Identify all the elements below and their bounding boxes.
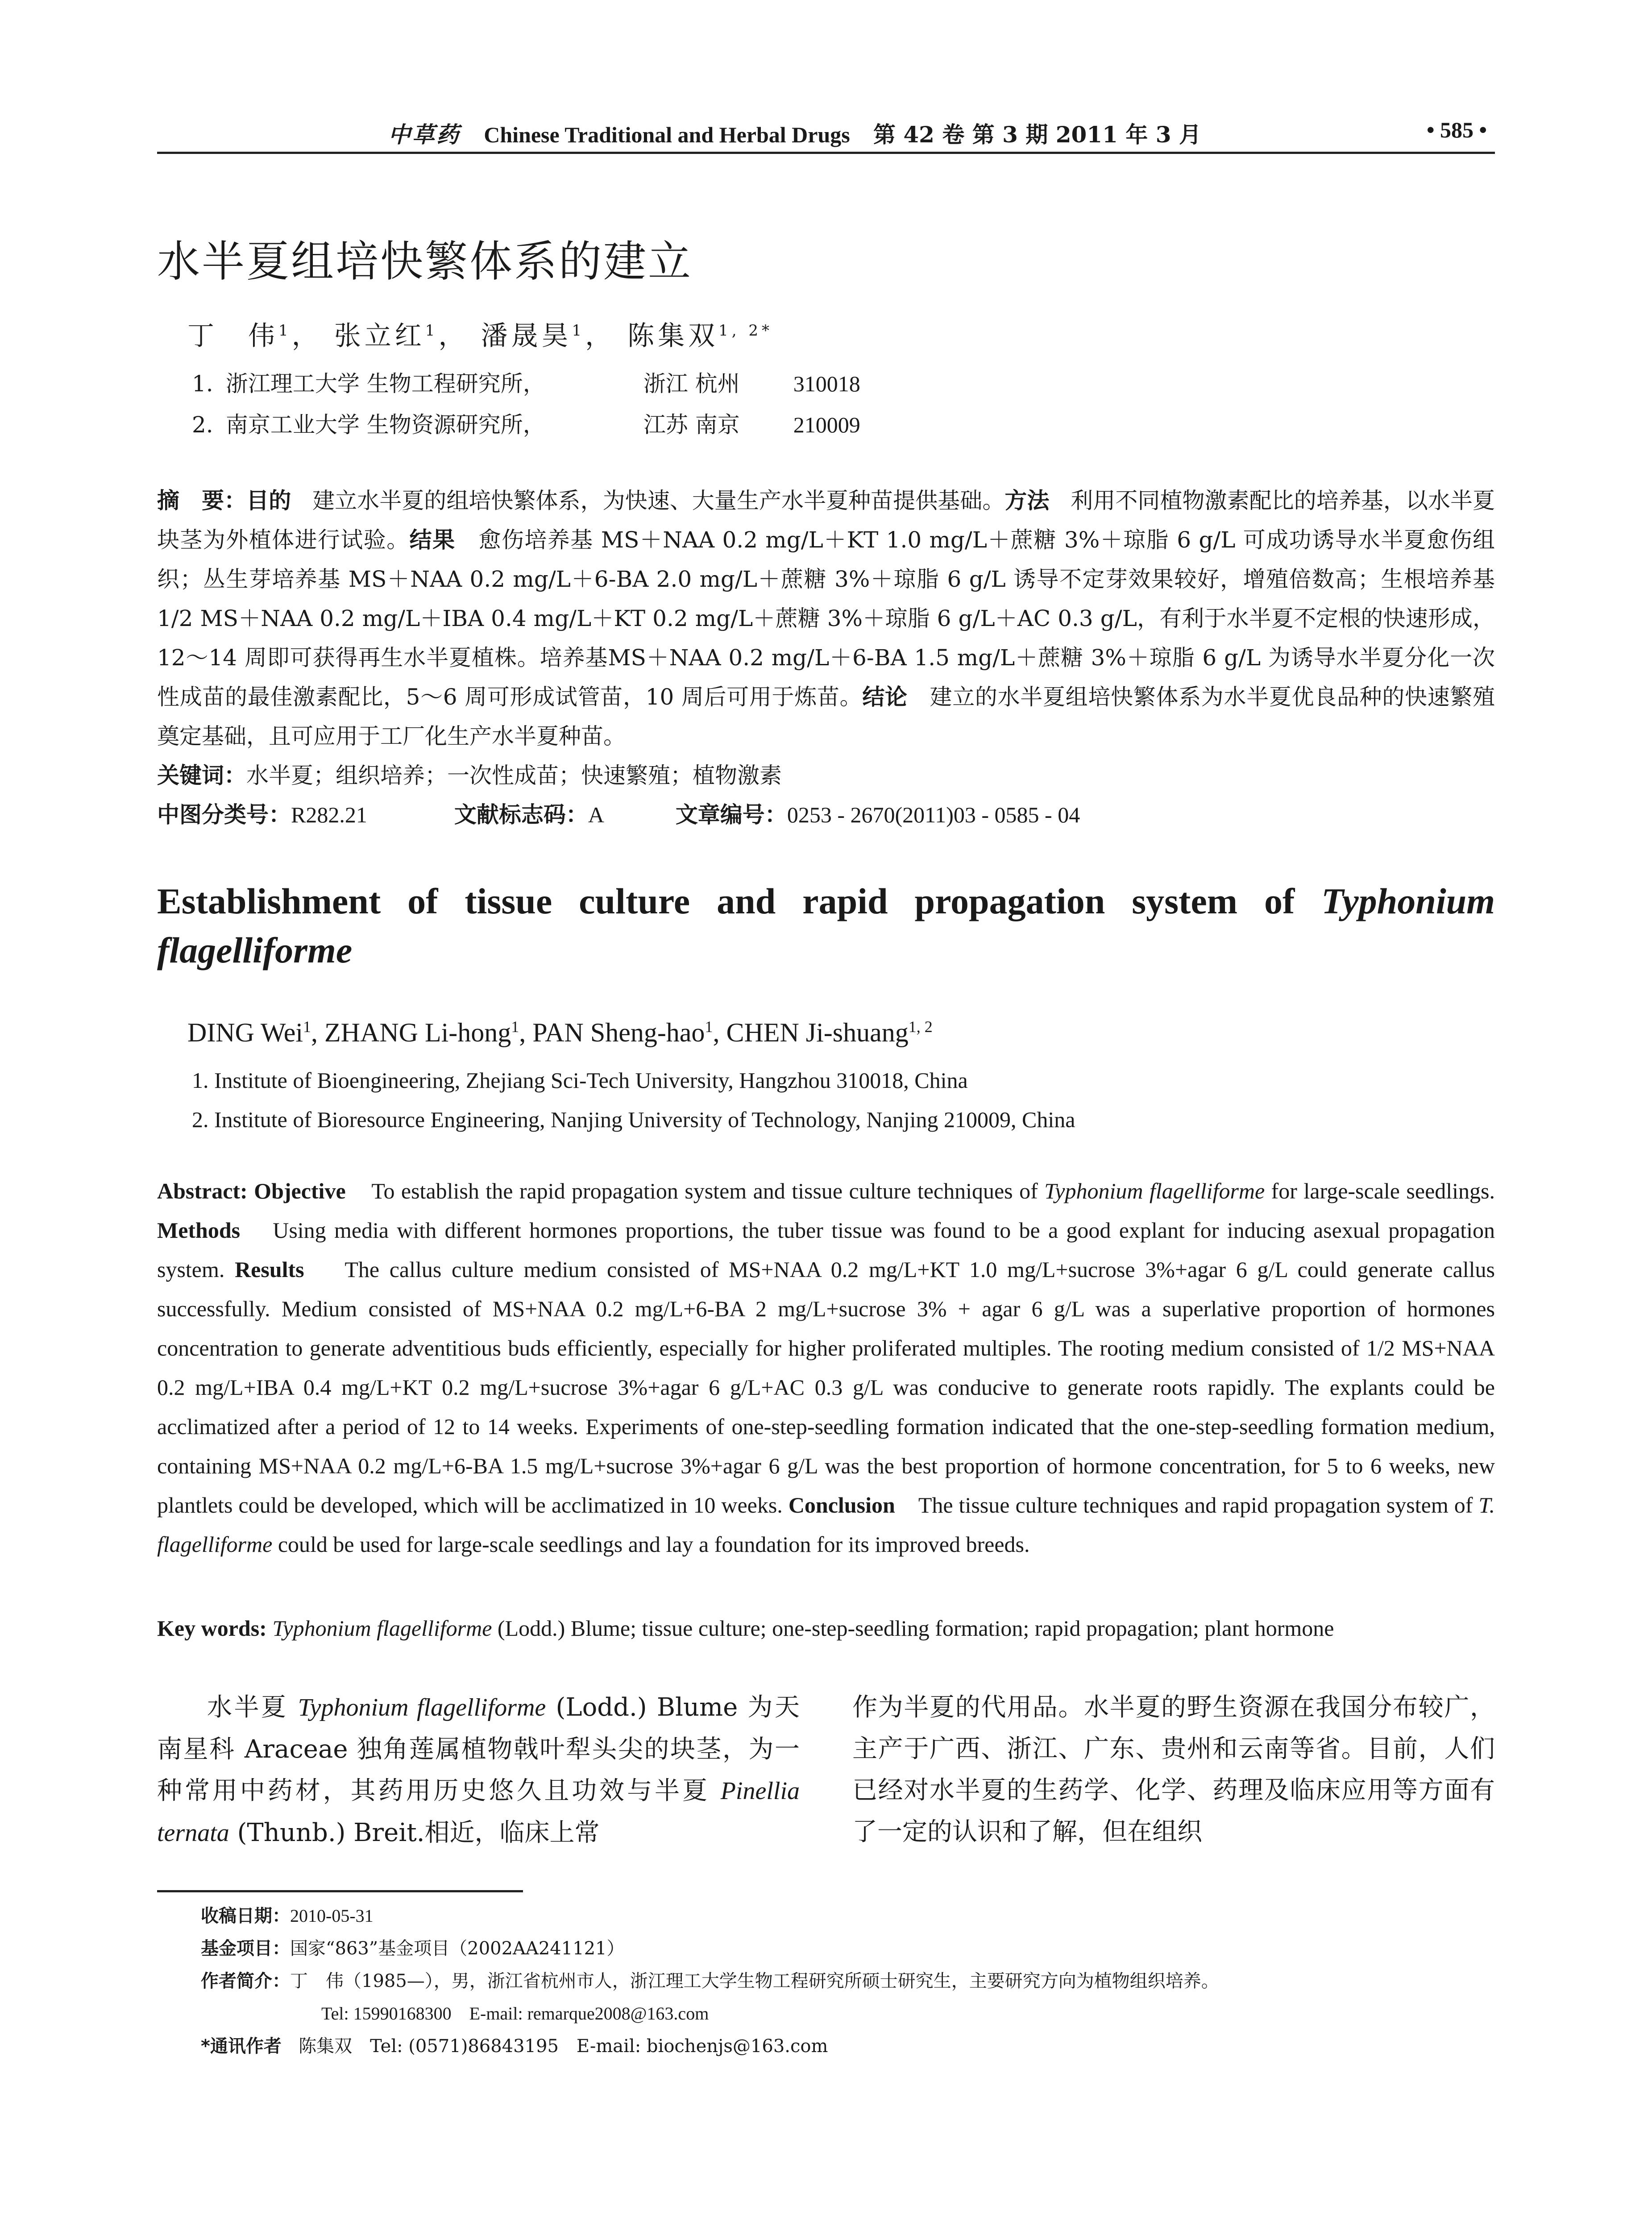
results-label-cn: 结果 [409,527,456,553]
author-cn-1-sup: 1 [278,322,292,340]
journal-name-cn: 中草药 [388,121,461,148]
received-date: 2010-05-31 [290,1906,374,1926]
results-label-en: Results [235,1257,304,1282]
author-cn-2: 张立红 [334,320,425,352]
fund-label: 基金项目： [201,1938,290,1959]
keywords-en-text: (Lodd.) Blume; tissue culture; one-step-seedling formation; rapid propagation; plant hormone [492,1616,1334,1641]
affil-num: 2. [192,412,213,438]
abstract-en [157,1171,1495,1564]
affil-zip: 210009 [793,412,860,437]
footnote-corresponding [201,2032,828,2057]
objective-cn: 建立水半夏的组培快繁体系，为快速、大量生产水半夏种苗提供基础。 [312,488,1005,514]
author-en-3-sup: 1 [705,1018,713,1036]
author-cn-1: 丁 伟 [187,320,278,352]
results-en: The callus culture medium consisted of MS+NAA 0.2 mg/L+KT 1.0 mg/L+sucrose 3%+agar 6 g/L could generate callus successfully. Medium consisted of MS+NAA 0.2 mg/L+6-BA 2 mg/L+sucrose 3% + agar 6 g/L was a superlative proportion of hormones concentration to generate adventitious buds efficiently, especially for higher proliferated multiples. The rooting medium consisted of 1/2 MS+NAA 0.2 mg/L+IBA 0.4 mg/L+KT 0.2 mg/L+sucrose 3%+agar 6 g/L+AC 0.3 g/L was conducive to generate roots rapidly. The explants could be acclimatized after a period of 12 to 14 weeks. Experiments of one-step-seedling formation indicated that the one-step-seedling formation medium, containing MS+NAA 0.2 mg/L+6-BA 1.5 mg/L+sucrose 3%+agar 6 g/L was the best proportion of hormone concentration, for 5 to 6 weeks, new plantlets could be developed, which will be acclimatized in 10 weeks. [157,1257,1495,1518]
fund-text: 国家“863”基金项目（2002AA241121） [290,1938,625,1959]
journal-issue: 第 42 卷 第 3 期 2011 年 3 月 [873,121,1201,148]
author-en-2: ZHANG Li-hong [324,1018,511,1047]
body-column-left [157,1687,800,1854]
author-sep: ， [585,320,616,352]
article-number-label: 文章编号： [675,802,787,828]
title-en [157,877,1495,975]
bio-label: 作者简介： [201,1971,290,1991]
affil-location: 江苏 南京 [643,412,740,438]
affil-inst: 浙江理工大学 生物工程研究所， [225,371,545,397]
journal-name-en: Chinese Traditional and Herbal Drugs [484,122,850,147]
keywords-en [157,1609,1495,1648]
footnote-received [201,1902,374,1927]
author-en-3: PAN Sheng-hao [532,1018,705,1047]
clc-code: R282.21 [291,802,367,827]
author-cn-4: 陈集双 [627,320,719,352]
methods-label-cn: 方法 [1004,488,1050,514]
methods-en: Using media with different hormones proportions, the tuber tissue was found to be a good explant for inducing asexual propagation system. [157,1218,1495,1282]
title-cn: 水半夏组培快繁体系的建立 [157,236,693,286]
corresponding-text: 陈集双 Tel: (0571)86843195 E-mail: biochenjs@163.com [299,2036,828,2057]
author-sep: ， [291,320,322,352]
objective-label-cn: 目的 [246,488,291,514]
body-text: (Lodd.) Blume 为天南星科 Araceae 独角莲属植物戟叶犁头尖的块茎，为一种常用中药材，其药用历史悠久且功效与半夏 [157,1693,800,1805]
objective-en-species: Typhonium flagelliforme [1044,1178,1265,1203]
author-sep: ， [438,320,469,352]
footnote-bio-contact: Tel: 15990168300 E-mail: remarque2008@163.com [321,2003,709,2024]
doc-code: A [588,802,605,827]
affiliation-cn-2 [192,407,860,439]
methods-cn: 利用不同植物激素配比的培养基，以水半夏块茎为外植体进行试验。 [157,488,1495,553]
affil-zip: 310018 [793,371,860,396]
keywords-cn-text: 水半夏；组织培养；一次性成苗；快速繁殖；植物激素 [246,763,782,788]
body-column-right: 作为半夏的代用品。水半夏的野生资源在我国分布较广，主产于广西、浙江、广东、贵州和云南等省。目前，人们已经对水半夏的生药学、化学、药理及临床应用等方面有了一定的认识和了解，但在组织 [852,1693,1495,1846]
author-sep: , [713,1018,726,1047]
keywords-en-label: Key words: [157,1616,267,1641]
abstract-cn-label: 摘 要： [157,488,247,514]
header-rule [157,152,1495,154]
affil-inst: 南京工业大学 生物资源研究所， [225,412,545,438]
conclusion-cn: 建立的水半夏组培快繁体系为水半夏优良品种的快速繁殖奠定基础，且可应用于工厂化生产水半夏种苗。 [157,684,1495,749]
affiliation-en-2: 2. Institute of Bioresource Engineering, Nanjing University of Technology, Nanjing 210009, China [192,1107,1075,1132]
author-sep: , [519,1018,533,1047]
affil-num: 1. [192,371,213,397]
author-en-1: DING Wei [187,1018,303,1047]
clc-label: 中图分类号： [157,802,291,828]
page-number: • 585 • [1426,117,1487,142]
abstract-en-label: Abstract: [157,1178,248,1203]
author-en-1-sup: 1 [303,1018,311,1036]
author-cn-3: 潘晟昊 [481,320,572,352]
author-sep: , [311,1018,325,1047]
conclusion-en: The tissue culture techniques and rapid propagation system of [918,1493,1479,1518]
received-label: 收稿日期： [201,1906,290,1926]
results-cn: 愈伤培养基 MS＋NAA 0.2 mg/L＋KT 1.0 mg/L＋蔗糖 3%＋琼脂 6 g/L 可成功诱导水半夏愈伤组织；丛生芽培养基 MS＋NAA 0.2 mg/L＋6-BA 2.0 mg/L＋蔗糖 3%＋琼脂 6 g/L 诱导不定芽效果较好，增殖倍数高；生根培养基 1/2 MS＋NAA 0.2 mg/L＋IBA 0.4 mg/L＋KT 0.2 mg/L＋蔗糖 3%＋琼脂 6 g/L＋AC 0.3 g/L，有利于水半夏不定根的快速形成，12～14 周即可获得再生水半夏植株。培养基MS＋NAA 0.2 mg/L＋6-BA 1.5 mg/L＋蔗糖 3%＋琼脂 6 g/L 为诱导水半夏分化一次性成苗的最佳激素配比，5～6 周可形成试管苗，10 周后可用于炼苗。 [157,527,1495,710]
objective-en: To establish the rapid propagation system and tissue culture techniques of [371,1178,1045,1203]
conclusion-en-end: could be used for large-scale seedlings and lay a foundation for its improved breeds. [272,1532,1030,1557]
abstract-cn [157,481,1495,756]
conclusion-label-en: Conclusion [788,1493,895,1518]
keywords-cn [157,756,1495,795]
authors-en [187,1017,933,1048]
methods-label-en: Methods [157,1218,241,1243]
title-en-species: Typhonium flagelliforme [157,881,1495,970]
bio-text: 丁 伟（1985—），男，浙江省杭州市人，浙江理工大学生物工程研究所硕士研究生，主要研究方向为植物组织培养。 [290,1971,1219,1991]
title-en-main: Establishment of tissue culture and rapid propagation system of [157,881,1322,921]
corresponding-label: *通讯作者 [201,2036,282,2057]
affil-location: 浙江 杭州 [643,371,740,397]
footnote-fund [201,1934,625,1960]
author-en-2-sup: 1 [511,1018,519,1036]
conclusion-label-cn: 结论 [862,684,908,710]
affiliation-cn-1 [192,366,860,398]
author-cn-3-sup: 1 [572,322,585,340]
authors-cn [187,315,773,353]
body-species: Typhonium flagelliforme [298,1694,546,1721]
keywords-en-species: Typhonium flagelliforme [272,1616,492,1641]
objective-label-en: Objective [254,1178,346,1203]
author-cn-2-sup: 1 [425,322,439,340]
body-text: 水半夏 [207,1693,298,1722]
objective-en-end: for large-scale seedlings. [1265,1178,1495,1203]
conclusion-en-species: T. flagelliforme [157,1493,1495,1557]
author-en-4: CHEN Ji-shuang [726,1018,909,1047]
body-text: (Thunb.) Breit.相近，临床上常 [229,1818,600,1847]
running-header [0,117,1652,153]
affiliation-en-1: 1. Institute of Bioengineering, Zhejiang Sci-Tech University, Hangzhou 310018, China [192,1068,968,1093]
author-en-4-sup: 1, 2 [908,1018,933,1036]
article-number: 0253 - 2670(2011)03 - 0585 - 04 [787,802,1080,827]
classification-line [157,795,1495,834]
author-cn-4-sup: 1, 2* [718,322,773,340]
journal-line [388,117,1201,149]
keywords-cn-label: 关键词： [157,763,246,788]
body-species: Pinellia ternata [157,1777,800,1847]
footnote-author-bio [201,1967,1219,1992]
footnote-rule [157,1890,523,1892]
doc-code-label: 文献标志码： [454,802,588,828]
